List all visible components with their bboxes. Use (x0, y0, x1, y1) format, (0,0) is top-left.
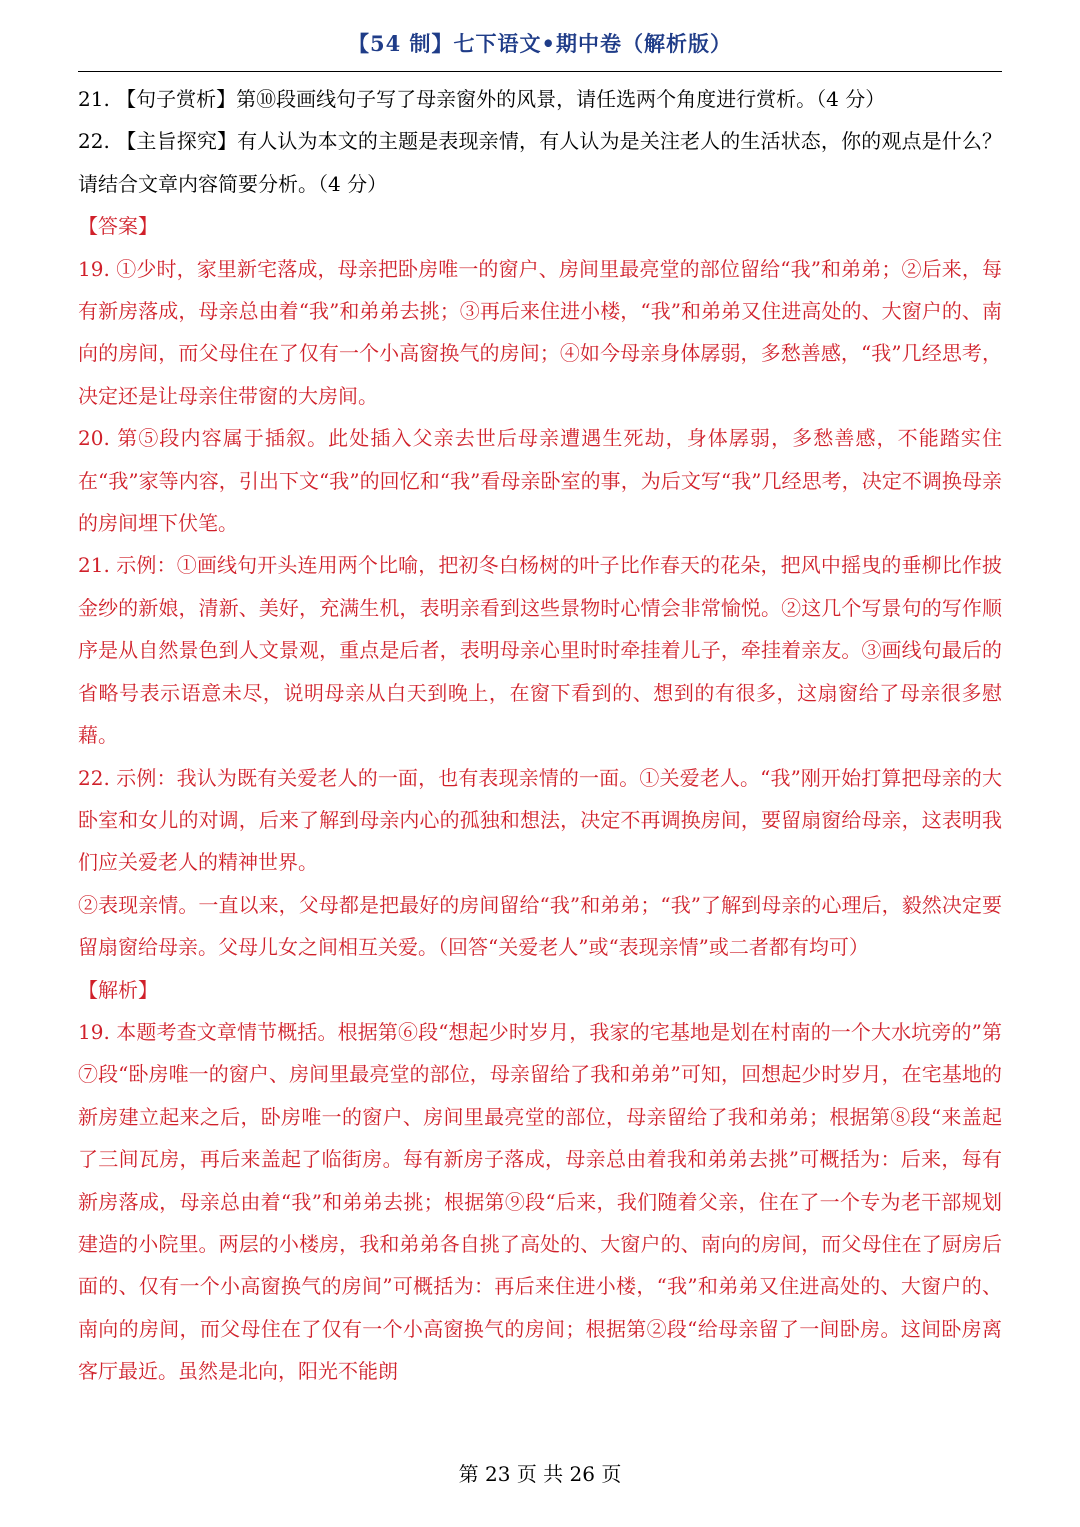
answer-20: 20. 第⑤段内容属于插叙。此处插入父亲去世后母亲遭遇生死劫，身体孱弱，多愁善感，不能踏实住在“我”家等内容，引出下文“我”的回忆和“我”看母亲卧室的事，为后文写“我”几经思考，决定不调换母亲的房间埋下伏笔。 (78, 426, 1002, 536)
question-22: 22. 【主旨探究】有人认为本文的主题是表现亲情，有人认为是关注老人的生活状态，你的观点是什么？请结合文章内容简要分析。（4 分） (78, 129, 1002, 196)
answer-19: 19. ①少时，家里新宅落成，母亲把卧房唯一的窗户、房间里最亮堂的部位留给“我”和弟弟；②后来，每有新房落成，母亲总由着“我”和弟弟去挑；③再后来住进小楼，“我”和弟弟又住进高处的、大窗户的、南向的房间，而父母住在了仅有一个小高窗换气的房间；④如今母亲身体孱弱，多愁善感，“我”几经思考，决定还是让母亲住带窗的大房间。 (78, 256, 1002, 408)
answer-22-part-2: ②表现亲情。一直以来，父母都是把最好的房间留给“我”和弟弟；“我”了解到母亲的心理后，毅然决定要留扇窗给母亲。父母儿女之间相互关爱。（回答“关爱老人”或“表现亲情”或二者都有均可） (78, 892, 1002, 960)
answer-21: 21. 示例：①画线句开头连用两个比喻，把初冬白杨树的叶子比作春天的花朵，把风中摇曳的垂柳比作披金纱的新娘，清新、美好，充满生机，表明亲看到这些景物时心情会非常愉悦。②这几个写景句的写作顺序是从自然景色到人文景观，重点是后者，表明母亲心里时时牵挂着儿子，牵挂着亲友。③画线句最后的省略号表示语意未尽，说明母亲从白天到晚上，在窗下看到的、想到的有很多，这扇窗给了母亲很多慰藉。 (78, 553, 1002, 748)
answer-22-part-1: 22. 示例：我认为既有关爱老人的一面，也有表现亲情的一面。①关爱老人。“我”刚开始打算把母亲的大卧室和女儿的对调，后来了解到母亲内心的孤独和想法，决定不再调换房间，要留扇窗给母亲，这表明我们应关爱老人的精神世界。 (78, 765, 1002, 875)
question-21: 21. 【句子赏析】第⑩段画线句子写了母亲窗外的风景，请任选两个角度进行赏析。（4 分） (78, 87, 886, 111)
analysis-heading: 【解析】 (78, 977, 158, 1002)
page-number-footer: 第 23 页 共 26 页 (458, 1462, 622, 1486)
page-header-title: 【54 制】七下语文•期中卷（解析版） (348, 31, 732, 56)
page-content (78, 78, 1002, 1393)
answer-heading: 【答案】 (78, 214, 158, 239)
analysis-19: 19. 本题考查文章情节概括。根据第⑥段“想起少时岁月，我家的宅基地是划在村南的一个大水坑旁的”第⑦段“卧房唯一的窗户、房间里最亮堂的部位，母亲留给了我和弟弟”可知，回想起少时岁月，在宅基地的新房建立起来之后，卧房唯一的窗户、房间里最亮堂的部位，母亲留给了我和弟弟；根据第⑧段“来盖起了三间瓦房，再后来盖起了临街房。每有新房子落成，母亲总由着我和弟弟去挑”可概括为：后来，每有新房落成，母亲总由着“我”和弟弟去挑；根据第⑨段“后来，我们随着父亲，住在了一个专为老干部规划建造的小院里。两层的小楼房，我和弟弟各自挑了高处的、大窗户的、南向的房间，而父母住在了厨房后面的、仅有一个小高窗换气的房间”可概括为：再后来住进小楼，“我”和弟弟又住进高处的、大窗户的、南向的房间，而父母住在了仅有一个小高窗换气的房间；根据第②段“给母亲留了一间卧房。这间卧房离客厅最近。虽然是北向，阳光不能朗 (78, 1019, 1002, 1384)
header-divider (78, 71, 1002, 72)
